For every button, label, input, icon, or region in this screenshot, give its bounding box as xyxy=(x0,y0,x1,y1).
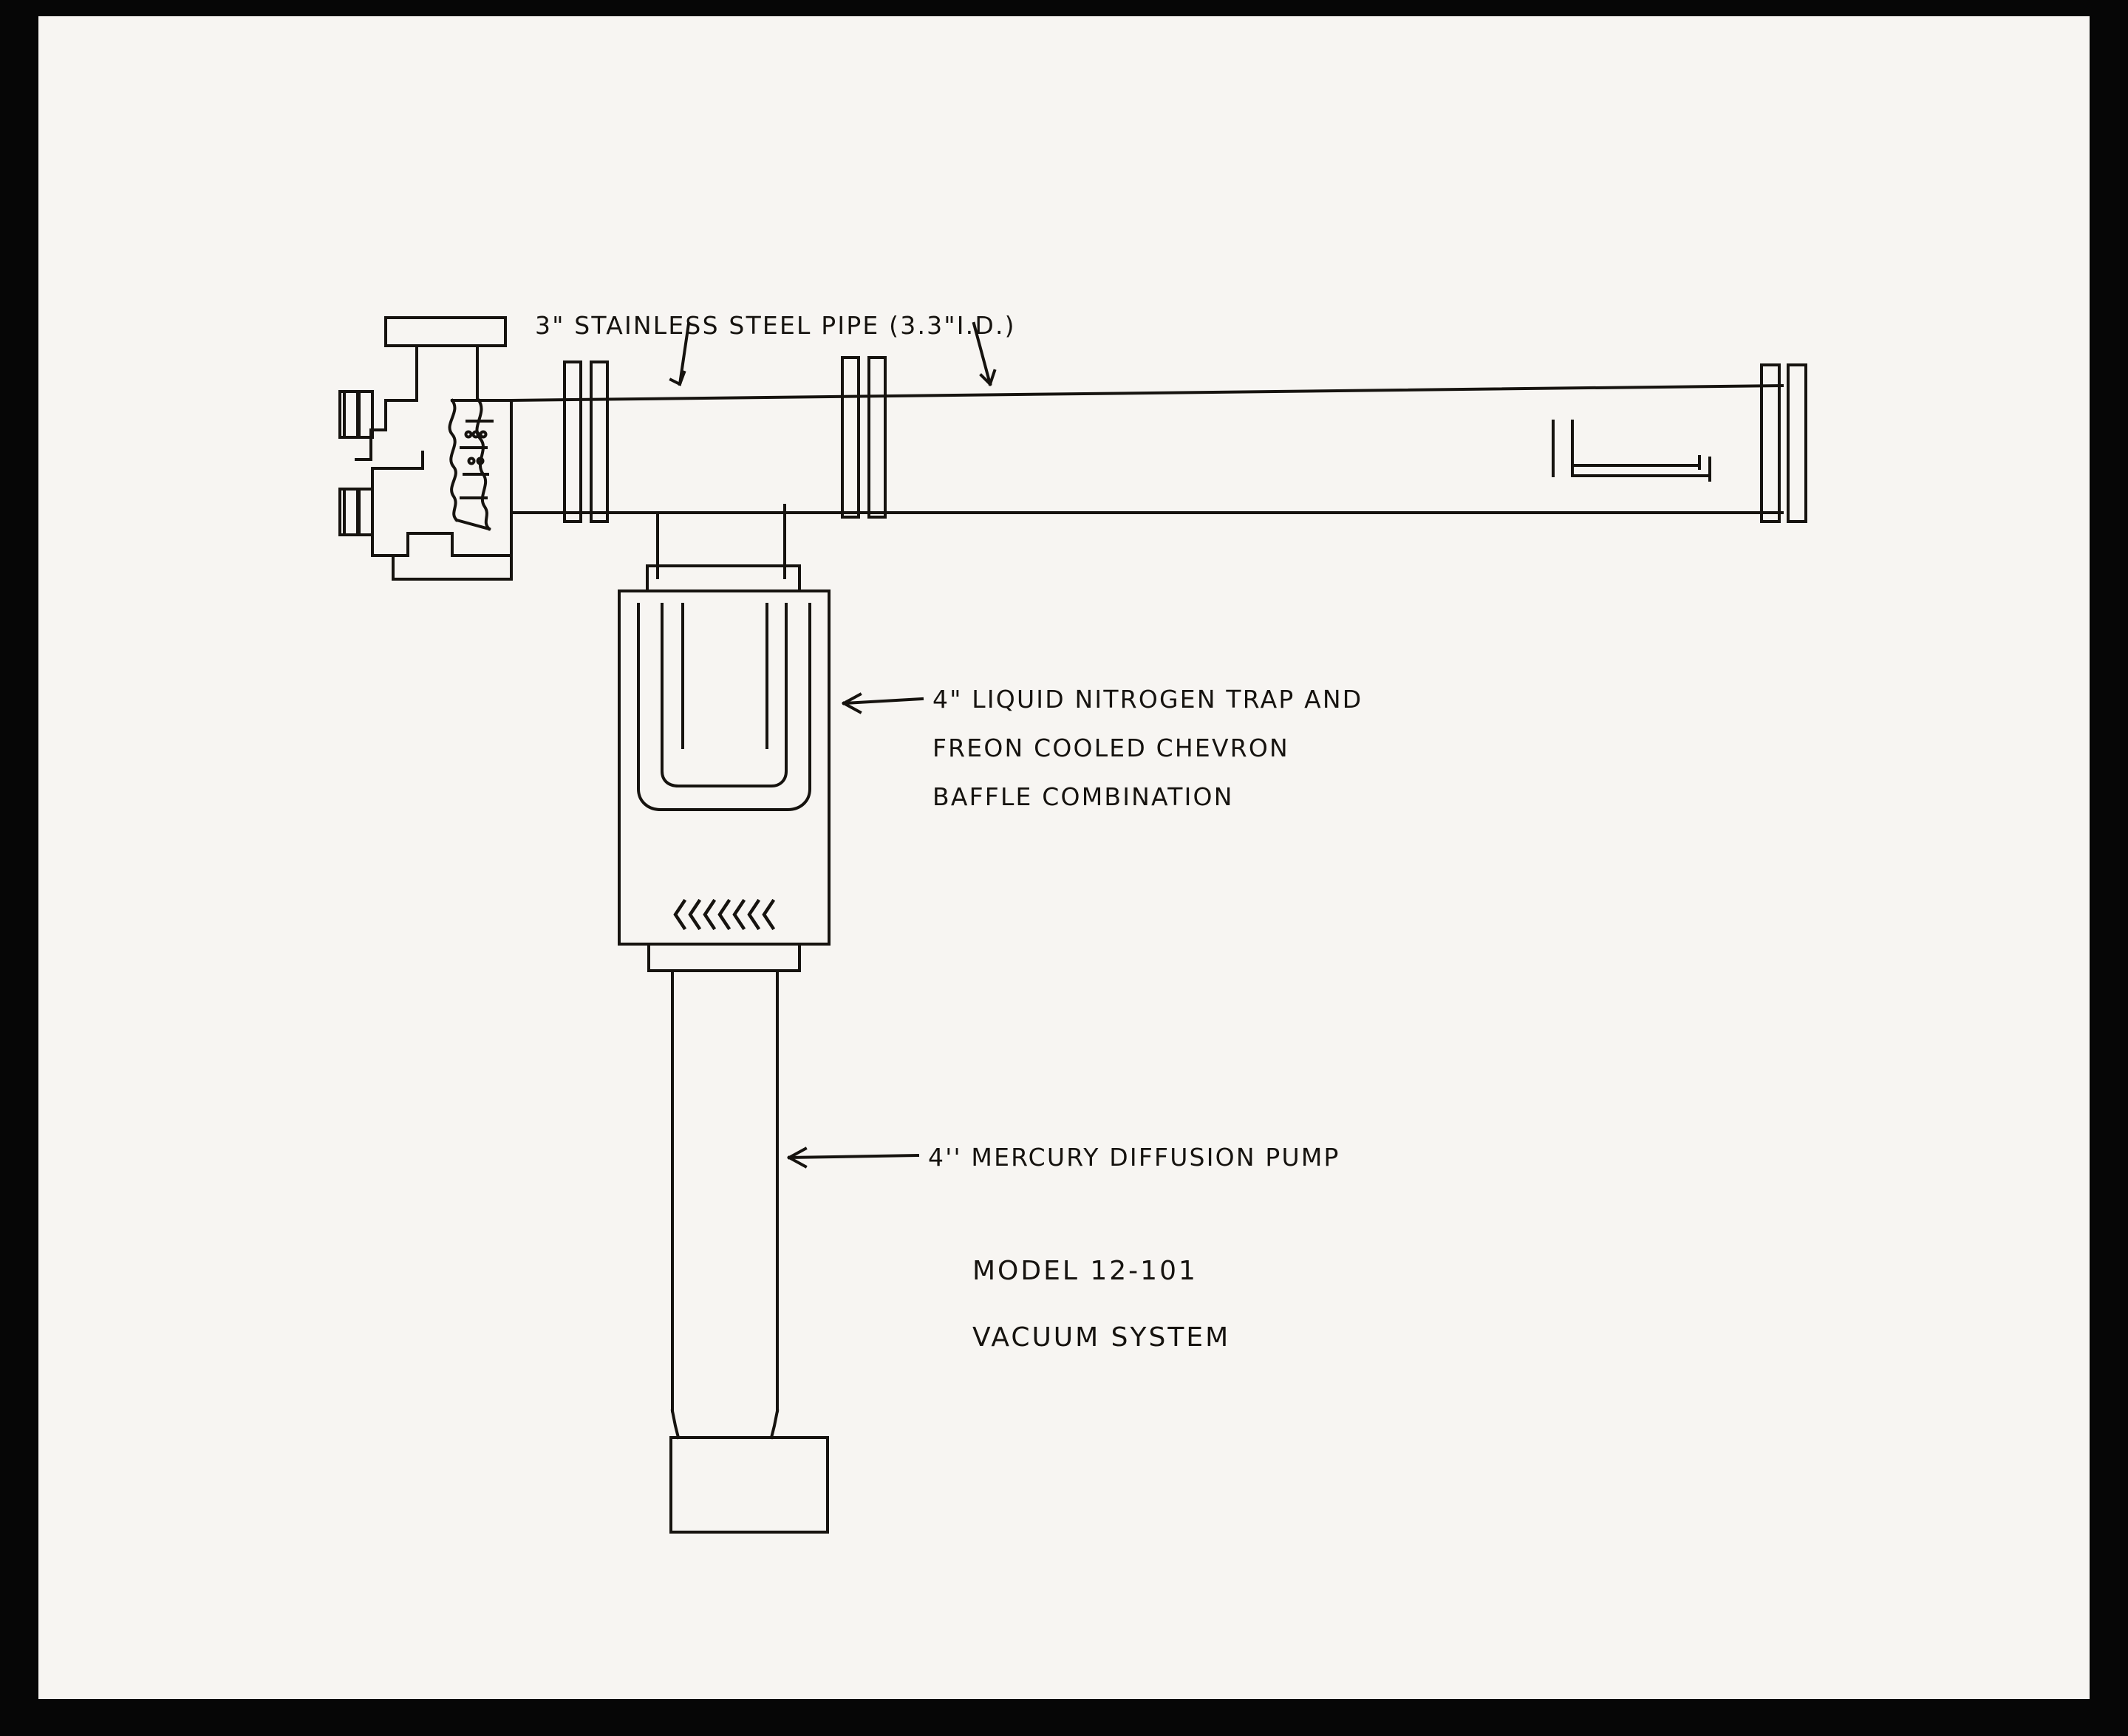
chevron-baffle-arrows xyxy=(675,901,773,928)
stainless-steel-pipe-assembly xyxy=(511,358,1806,522)
label-trap-line2: FREON COOLED CHEVRON xyxy=(932,734,1289,762)
liquid-nitrogen-trap xyxy=(619,566,829,971)
diagram-canvas xyxy=(38,16,2090,1699)
pipe-internal-probe xyxy=(1553,421,1710,480)
title-line2: VACUUM SYSTEM xyxy=(972,1322,1231,1353)
label-trap-line1: 4" LIQUID NITROGEN TRAP AND xyxy=(932,685,1363,714)
title-line1: MODEL 12-101 xyxy=(972,1256,1198,1286)
label-trap-line3: BAFFLE COMBINATION xyxy=(932,782,1234,811)
drawing-sheet xyxy=(38,16,2090,1699)
label-pipe: 3" STAINLESS STEEL PIPE (3.3"I.D.) xyxy=(535,311,1016,340)
mercury-diffusion-pump xyxy=(671,971,828,1532)
label-pump: 4'' MERCURY DIFFUSION PUMP xyxy=(928,1143,1340,1172)
left-end-valve-assembly xyxy=(340,318,511,579)
